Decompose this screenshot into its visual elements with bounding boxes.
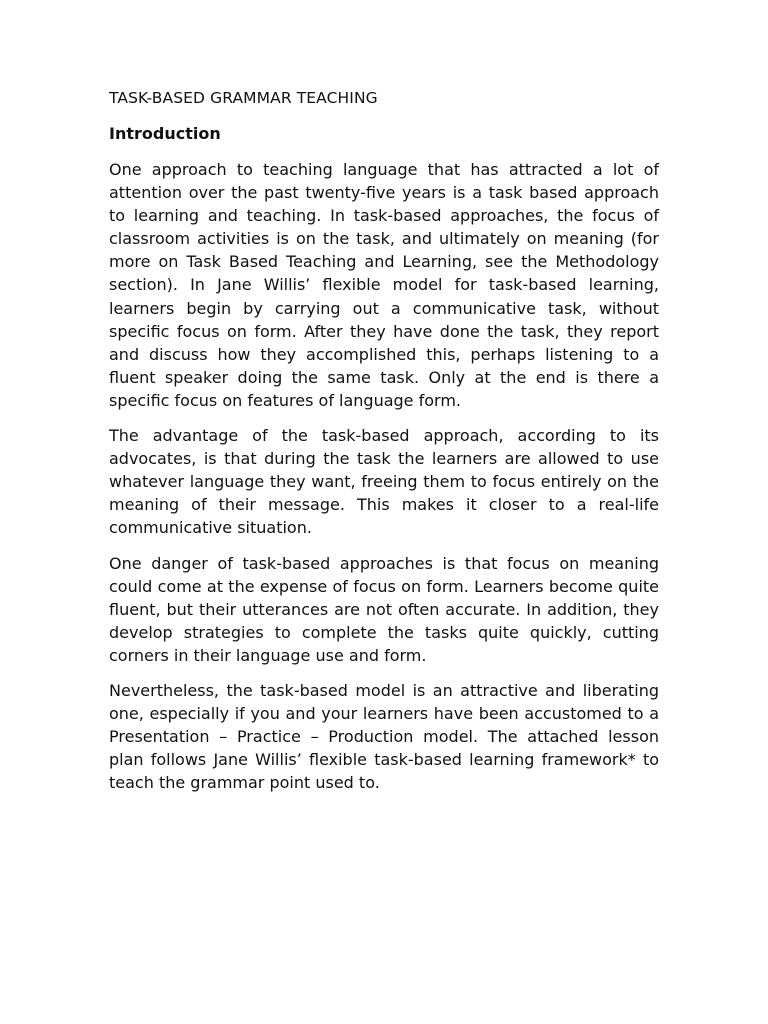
- paragraph-1: One approach to teaching language that has attracted a lot of attention over the past twenty-five years is a task based approach to learning and teaching. In task-based approaches, the focus of classroom activities is on the task, and ultimately on meaning (for more on Task Based Teaching and Learning, see the Methodology section). In Jane Willis’ flexible model for task-based learning, learners begin by carrying out a communicative task, without specific focus on form. After they have done the task, they report and discuss how they accomplished this, perhaps listening to a fluent speaker doing the same task. Only at the end is there a specific focus on features of language form.: [109, 160, 659, 410]
- document-page: [109, 86, 659, 806]
- section-heading: Introduction: [109, 124, 221, 143]
- document-title: TASK-BASED GRAMMAR TEACHING: [109, 89, 378, 107]
- paragraph-2: The advantage of the task-based approach, according to its advocates, is that during the task the learners are allowed to use whatever language they want, freeing them to focus entirely on the meaning of their message. This makes it closer to a real-life communicative situation.: [109, 426, 659, 538]
- paragraph-3: One danger of task-based approaches is that focus on meaning could come at the expense of focus on form. Learners become quite fluent, but their utterances are not often accurate. In addition, they develop strategies to complete the tasks quite quickly, cutting corners in their language use and form.: [109, 553, 659, 665]
- paragraph-4: Nevertheless, the task-based model is an attractive and liberating one, especially if you and your learners have been accustomed to a Presentation – Practice – Production model. The attached lesson plan follows Jane Willis’ flexible task-based learning framework* to teach the grammar point used to.: [109, 680, 659, 793]
